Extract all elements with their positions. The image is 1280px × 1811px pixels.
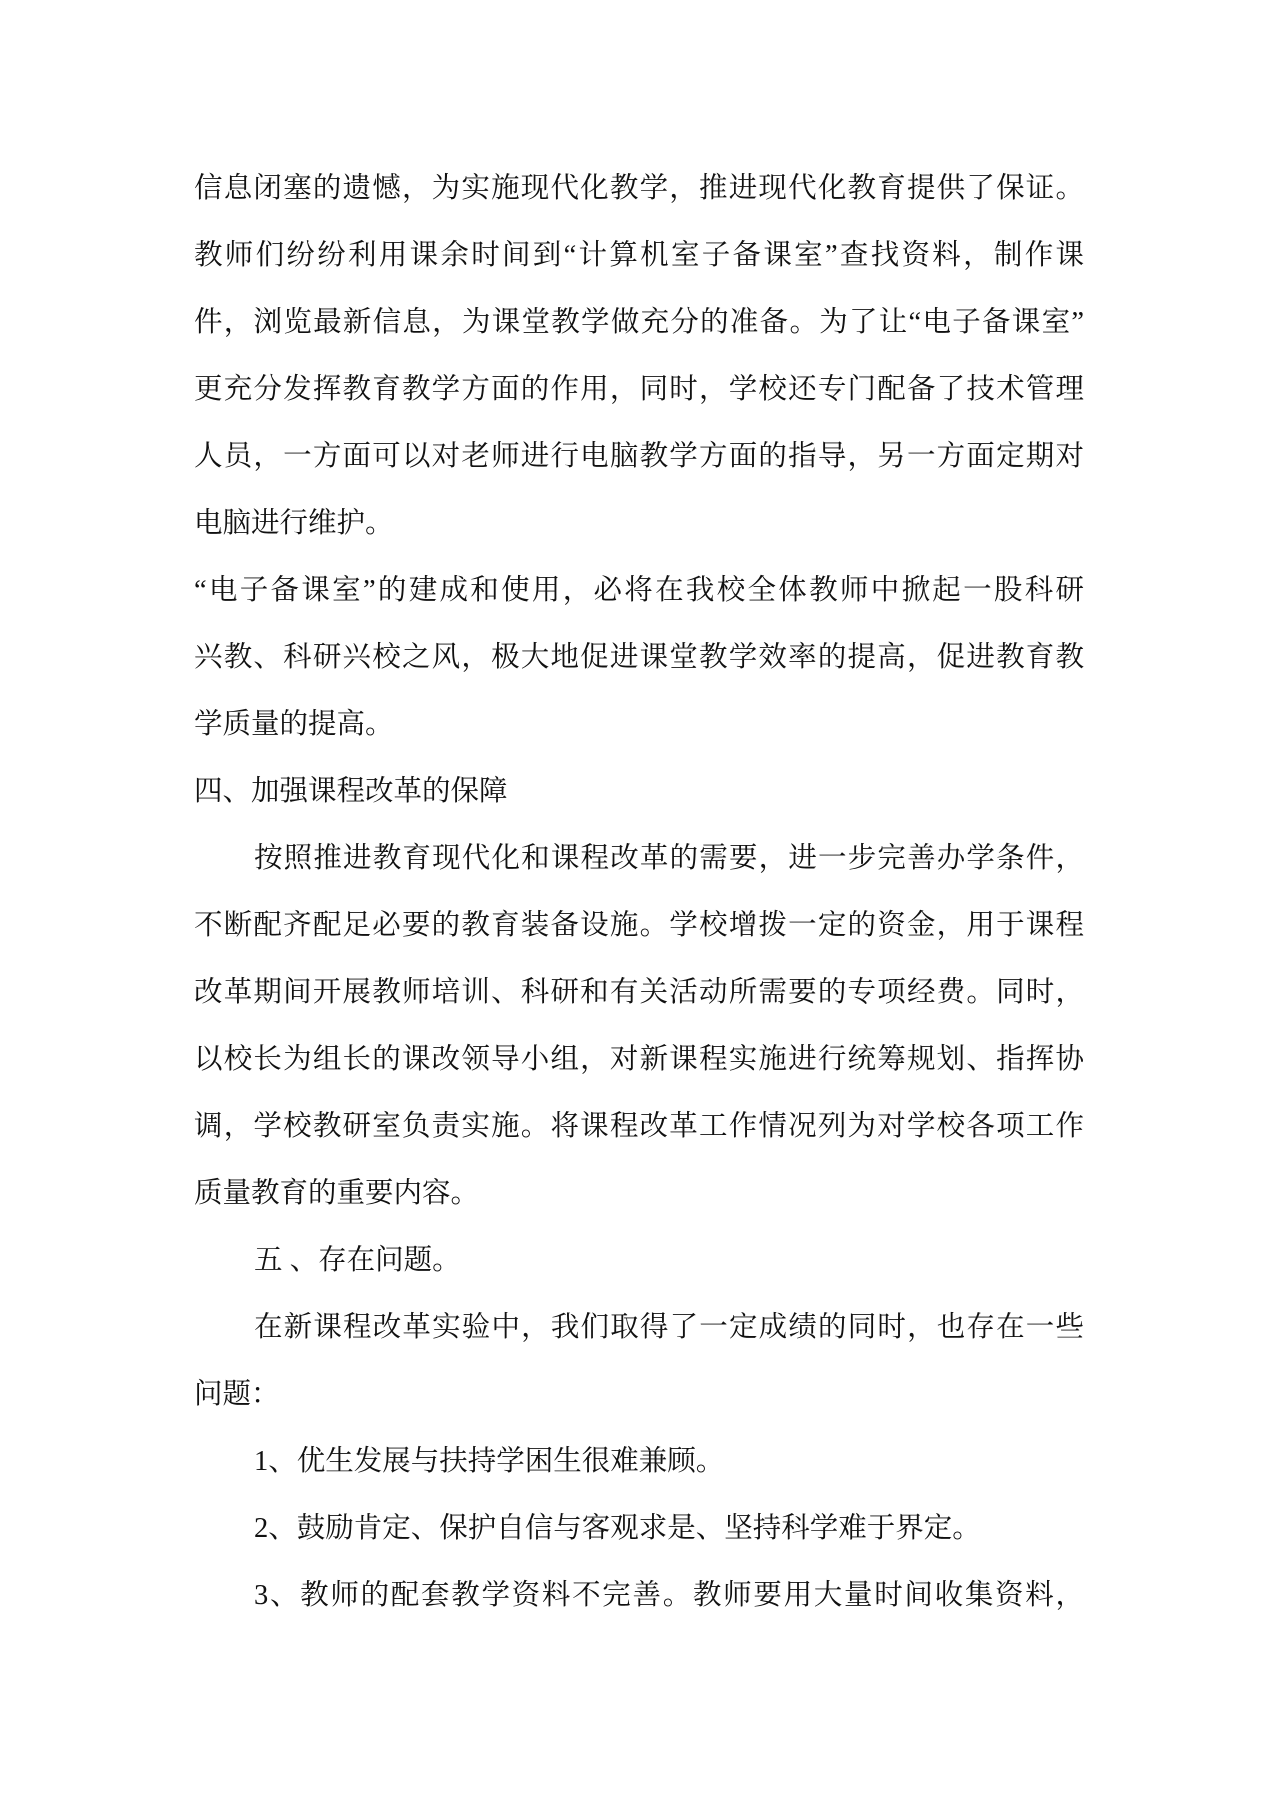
text-line: “电子备课室”的建成和使用，必将在我校全体教师中掀起一股科研 (194, 575, 1084, 606)
document-body (194, 155, 1084, 1629)
text-line: 在新课程改革实验中，我们取得了一定成绩的同时，也存在一些 (254, 1312, 1084, 1343)
text-line: 1、优生发展与扶持学困生很难兼顾。 (254, 1446, 725, 1477)
text-line: 人员，一方面可以对老师进行电脑教学方面的指导，另一方面定期对 (194, 441, 1084, 472)
text-line: 学质量的提高。 (194, 709, 394, 740)
text-line: 信息闭塞的遗憾，为实施现代化教学，推进现代化教育提供了保证。 (194, 173, 1084, 204)
text-line: 问题： (194, 1379, 280, 1410)
text-line: 质量教育的重要内容。 (194, 1178, 480, 1209)
paragraph-problems-intro (194, 1294, 1084, 1428)
text-line: 件，浏览最新信息，为课堂教学做充分的准备。为了让“电子备课室” (194, 307, 1084, 338)
text-line: 不断配齐配足必要的教育装备设施。学校增拨一定的资金，用于课程 (194, 910, 1084, 941)
list-item-problem-1 (194, 1428, 1084, 1495)
heading-line: 四、加强课程改革的保障 (194, 776, 508, 807)
paragraph-electronic-prep-room (194, 155, 1084, 557)
list-item-problem-3 (194, 1562, 1084, 1629)
paragraph-reform-guarantee (194, 825, 1084, 1227)
text-line: 教师们纷纷利用课余时间到“计算机室子备课室”查找资料，制作课 (194, 240, 1084, 271)
heading-line: 五 、存在问题。 (254, 1245, 461, 1276)
text-line: 兴教、科研兴校之风，极大地促进课堂教学效率的提高，促进教育教 (194, 642, 1084, 673)
text-line: 电脑进行维护。 (194, 508, 394, 539)
text-line: 以校长为组长的课改领导小组，对新课程实施进行统筹规划、指挥协 (194, 1044, 1084, 1075)
section-heading-four (194, 758, 1084, 825)
list-item-problem-2 (194, 1495, 1084, 1562)
text-line: 调，学校教研室负责实施。将课程改革工作情况列为对学校各项工作 (194, 1111, 1084, 1142)
text-line: 3、教师的配套教学资料不完善。教师要用大量时间收集资料， (254, 1580, 1084, 1611)
text-line: 按照推进教育现代化和课程改革的需要，进一步完善办学条件， (254, 843, 1084, 874)
text-line: 更充分发挥教育教学方面的作用，同时，学校还专门配备了技术管理 (194, 374, 1084, 405)
text-line: 2、鼓励肯定、保护自信与客观求是、坚持科学难于界定。 (254, 1513, 981, 1544)
text-line: 改革期间开展教师培训、科研和有关活动所需要的专项经费。同时， (194, 977, 1084, 1008)
paragraph-prep-room-impact (194, 557, 1084, 758)
section-heading-five (194, 1227, 1084, 1294)
